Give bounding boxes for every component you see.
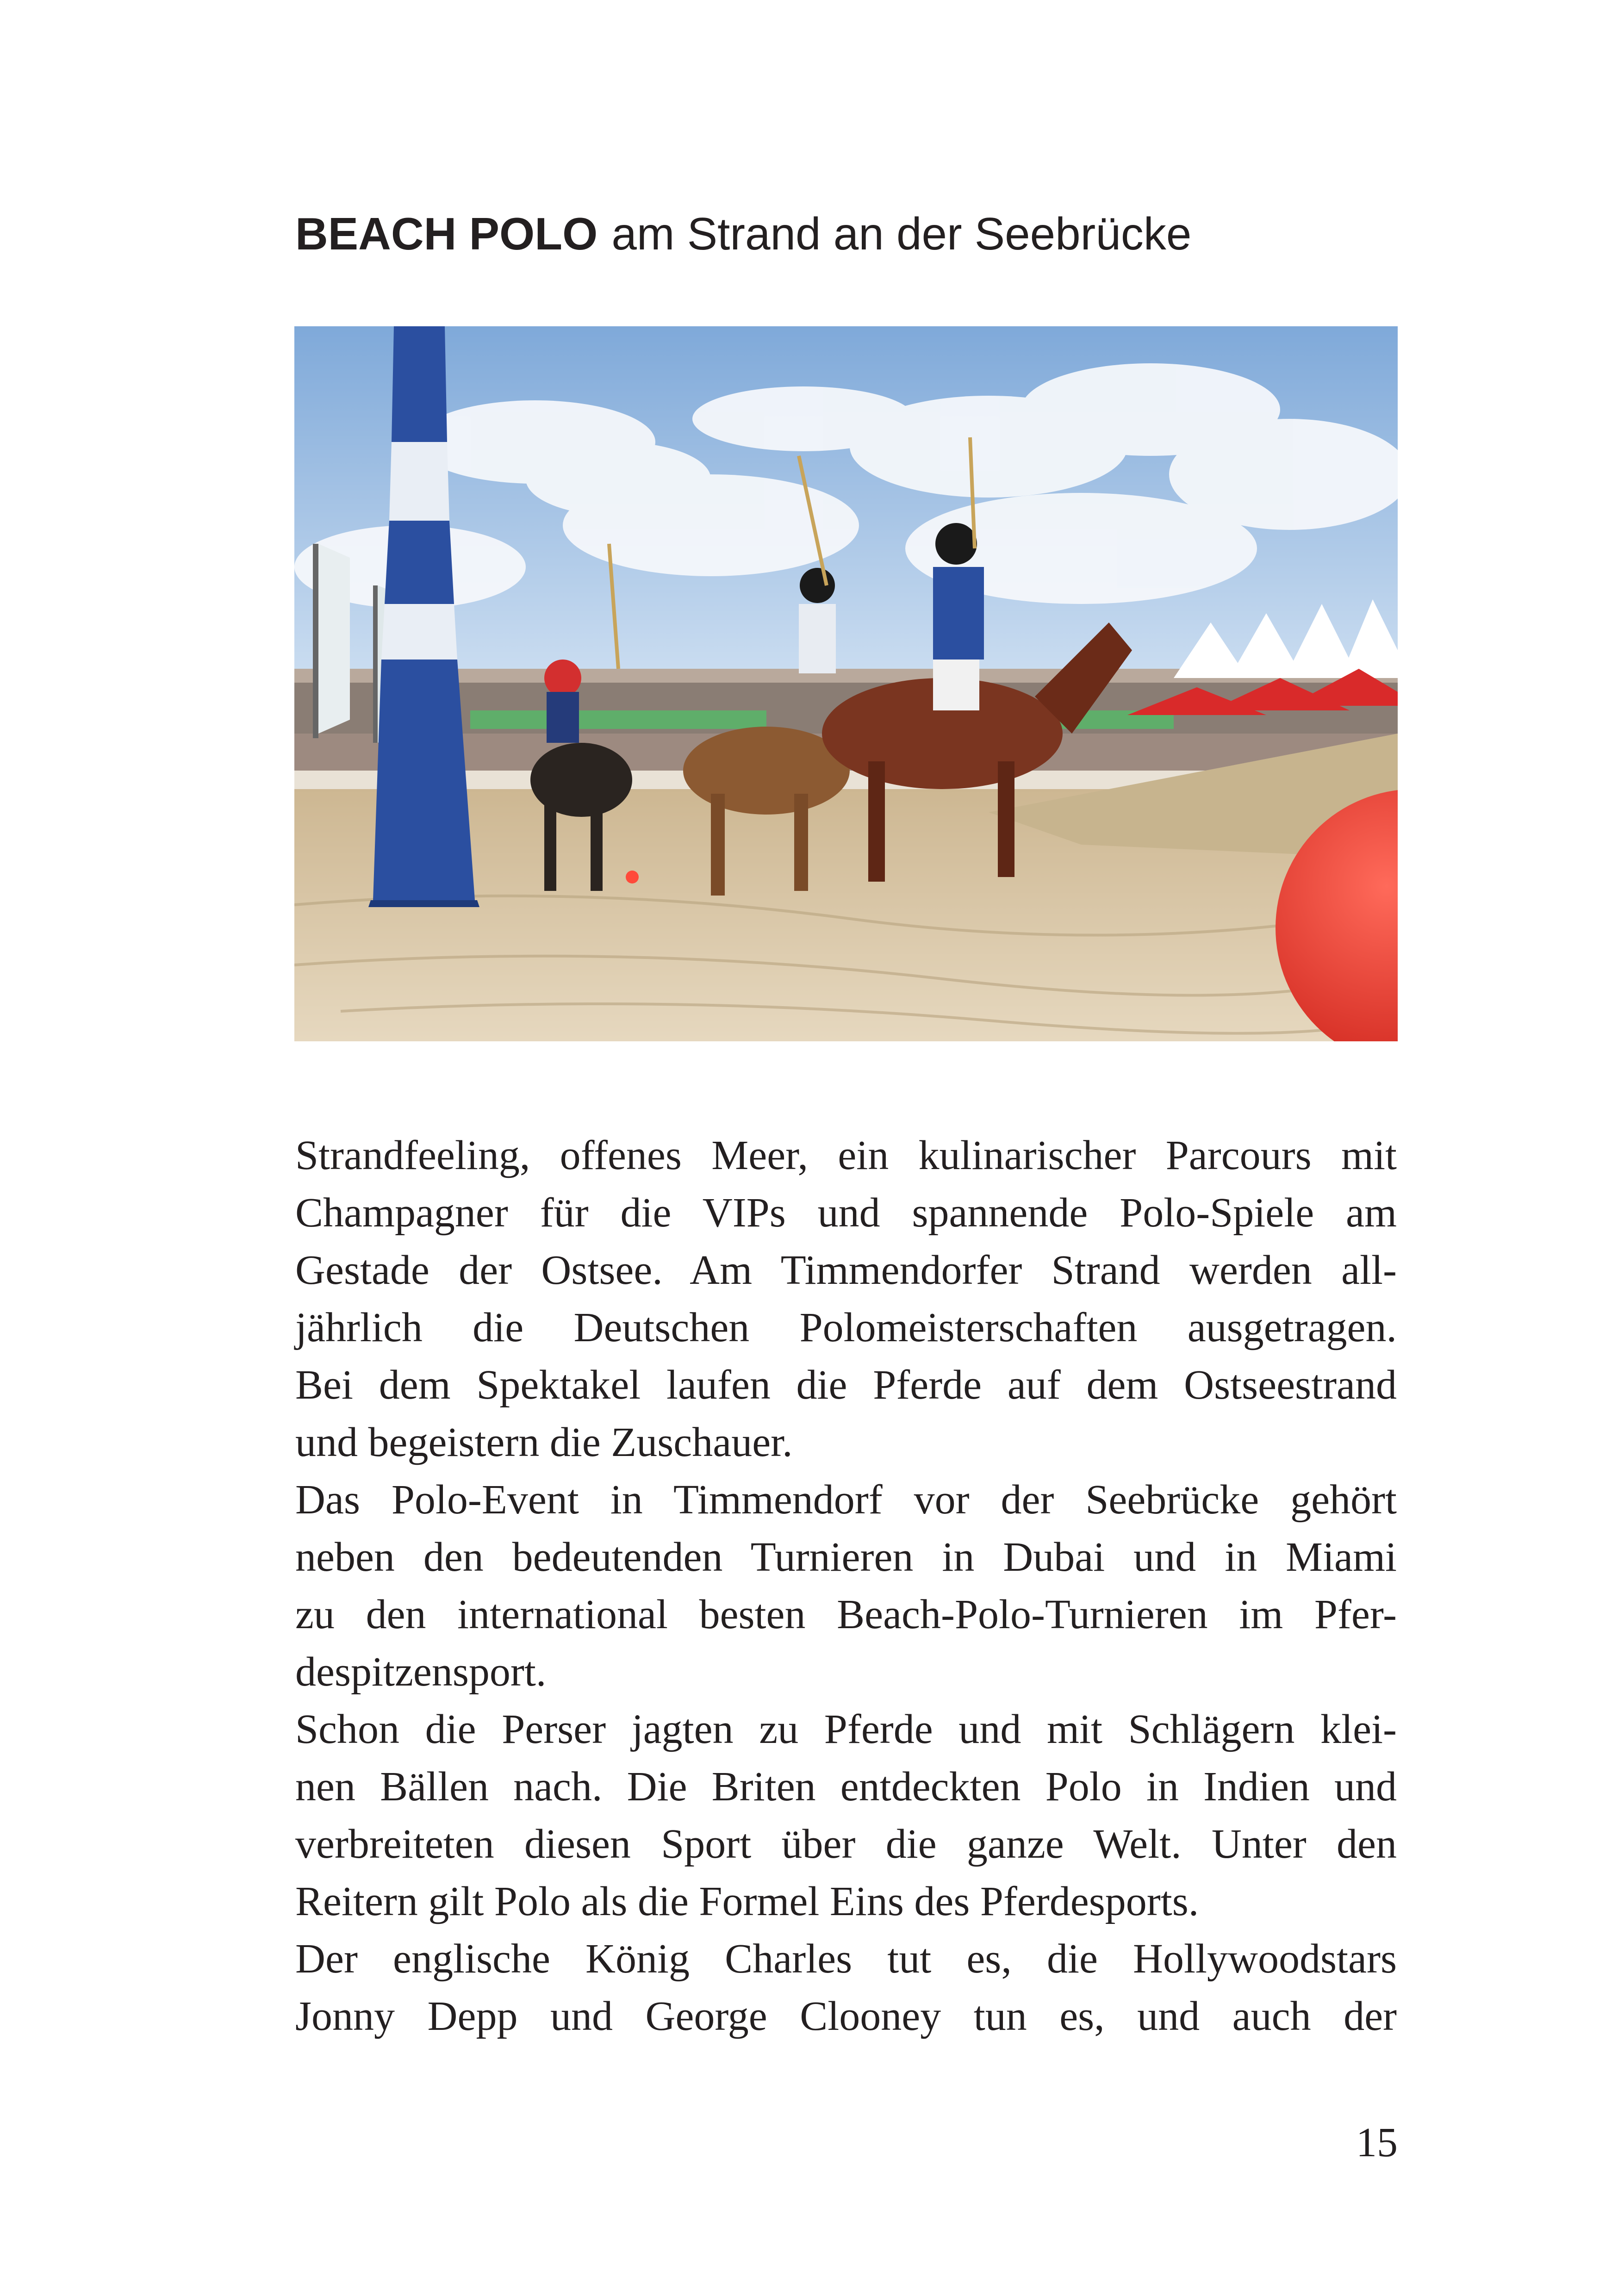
text-line: Jonny Depp und George Clooney tun es, und auch der (295, 1993, 1397, 2039)
text-line: Gestade der Ostsee. Am Timmendorfer Strand werden all- (295, 1247, 1397, 1293)
beach-polo-photo (294, 326, 1398, 1041)
text-line: Schon die Perser jagten zu Pferde und mit Schlägern klei- (295, 1706, 1397, 1752)
text-line: neben den bedeutenden Turnieren in Dubai und in Miami (295, 1534, 1397, 1580)
text-line: Bei dem Spektakel laufen die Pferde auf dem Ostseestrand (295, 1362, 1397, 1408)
flag-pole (313, 544, 318, 738)
heading-bold: BEACH POLO (295, 208, 598, 259)
text-line: verbreiteten diesen Sport über die ganze Welt. Unter den (295, 1821, 1397, 1867)
text-line: und begeistern die Zuschauer. (295, 1419, 793, 1465)
text-line: Reitern gilt Polo als die Formel Eins des Pferdesports. (295, 1879, 1199, 1924)
text-line: zu den international besten Beach-Polo-Turnieren im Pfer- (295, 1592, 1397, 1637)
page-number: 15 (1356, 2120, 1398, 2165)
text-line: Champagner für die VIPs und spannende Polo-Spiele am (295, 1190, 1397, 1236)
green-banner (470, 710, 766, 729)
text-line: Strandfeeling, offenes Meer, ein kulinarischer Parcours mit (295, 1132, 1397, 1178)
text-line: jährlich die Deutschen Polomeisterschaften ausgetragen. (295, 1305, 1397, 1350)
text-line: nen Bällen nach. Die Briten entdeckten Polo in Indien und (295, 1764, 1397, 1810)
text-line: Das Polo-Event in Timmendorf vor der Seebrücke gehört (295, 1477, 1397, 1523)
body-text (295, 1127, 1397, 2045)
polo-ball (626, 871, 639, 884)
page-heading (295, 206, 1191, 261)
text-line: Der englische König Charles tut es, die Hollywoodstars (295, 1936, 1397, 1982)
heading-rest: am Strand an der Seebrücke (611, 208, 1192, 259)
text-line: despitzensport. (295, 1649, 547, 1695)
